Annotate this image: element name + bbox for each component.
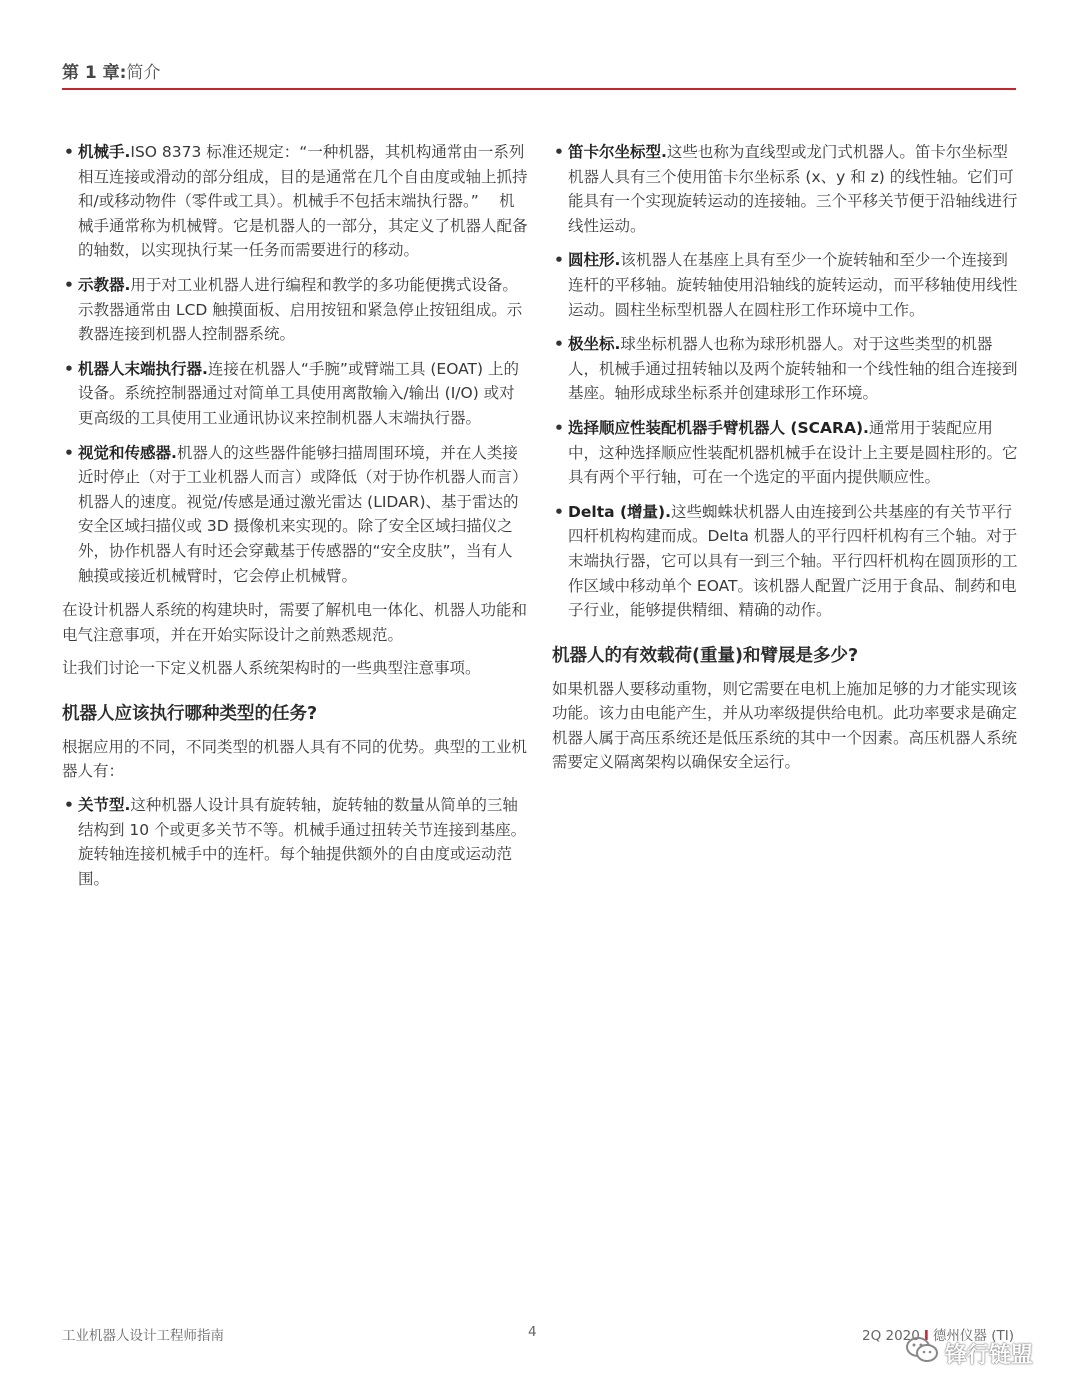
body-paragraph: 如果机器人要移动重物，则它需要在电机上施加足够的力才能实现该功能。该力由电能产生，并从功率级提供给电机。此功率要求是确定机器人属于高压系统还是低压系统的其中一个因素。高压机器人系统需要定义隔离架构以确保安全运行。 [552,679,1018,772]
section-heading: 机器人的有效载荷(重量)和臂展是多少? [552,645,859,666]
watermark [905,1336,1033,1370]
body-paragraph: 在设计机器人系统的构建块时，需要了解机电一体化、机器人功能和电气注意事项，并在开始实际设计之前熟悉规范。 [62,601,528,644]
body-paragraph: 根据应用的不同，不同类型的机器人具有不同的优势。典型的工业机器人有： [62,737,528,781]
footer-date: 2Q 2020 [862,1328,920,1344]
chapter-title: 简介 [126,63,161,83]
section-heading: 机器人应该执行哪种类型的任务? [62,703,318,724]
list-item: • 示教器.用于对工业机器人进行编程和教学的多功能便携式设备。示教器通常由 LCD 触摸面板、启用按钮和紧急停止按钮组成。示教器连接到机器人控制器系统。 [64,275,523,344]
header-divider [62,88,1016,90]
list-item: • 关节型.这种机器人设计具有旋转轴，旋转轴的数量从简单的三轴结构到 10 个或更多关节不等。机械手通过扭转关节连接到基座。旋转轴连接机械手中的连杆。每个轴提供额外的自由度或运动范围。 [64,796,527,888]
list-item: • 圆柱形.该机器人在基座上具有至少一个旋转轴和至少一个连接到连杆的平移轴。旋转轴使用沿轴线的旋转运动，而平移轴使用线性运动。圆柱坐标型机器人在圆柱形工作环境中工作。 [554,251,1018,319]
chapter-number: 第 1 章: [62,63,127,83]
footer-company: 德州仪器 (TI) [932,1328,1014,1344]
footer-doc-title: 工业机器人设计工程师指南 [62,1328,224,1344]
list-item: • 机械手.ISO 8373 标准还规定：“一种机器，其机构通常由一系列相互连接或滑动的部分组成，目的是通常在几个自由度或轴上抓持和/或移动物件（零件或工具）。机械手不包括末端执行器。” 机械手通常称为机械臂。它是机器人的一部分，其定义了机器人配备的轴数，以实现执行某一任务而需要进行的移动。 [64,143,528,260]
list-item: • Delta (增量).这些蜘蛛状机器人由连接到公共基座的有关节平行四杆机构构建而成。Delta 机器人的平行四杆机构有三个轴。对于末端执行器，它可以具有一到三个轴。平行四杆机构在圆顶形的工作区域中移动单个 EOAT。该机器人配置广泛用于食品、制药和电子行业，能够提供精细、精确的动作。 [554,502,1018,620]
list-item: • 视觉和传感器.机器人的这些器件能够扫描周围环境，并在人类接近时停止（对于工业机器人而言）或降低（对于协作机器人而言）机器人的速度。视觉/传感是通过激光雷达 (LIDAR)、基于雷达的安全区域扫描仪或 3D 摄像机来实现的。除了安全区域扫描仪之外，协作机器人有时还会穿戴基于传感器的“安全皮肤”，当有人触摸或接近机械臂时，它会停止机械臂。 [64,443,528,585]
list-item: • 选择顺应性装配机器手臂机器人 (SCARA).通常用于装配应用中，这种选择顺应性装配机器机械手在设计上主要是圆柱形的。它具有两个平行轴，可在一个选定的平面内提供顺应性。 [554,418,1018,487]
footer-separator: I [923,1328,929,1344]
list-item: • 笛卡尔坐标型.这些也称为直线型或龙门式机器人。笛卡尔坐标型机器人具有三个使用笛卡尔坐标系 (x、y 和 z) 的线性轴。它们可能具有一个实现旋转运动的连接轴。三个平移关节便于沿轴线进行线性运动。 [554,143,1018,235]
page-number: 4 [528,1324,537,1340]
left-column [62,140,528,901]
watermark-text: 锋行链盟 [945,1342,1034,1368]
chapter-header [62,58,160,83]
wechat-icon [905,1336,945,1370]
list-item: • 极坐标.球坐标机器人也称为球形机器人。对于这些类型的机器人，机械手通过扭转轴以及两个旋转轴和一个线性轴的组合连接到基座。轴形成球坐标系并创建球形工作环境。 [554,335,1018,403]
body-paragraph: 让我们讨论一下定义机器人系统架构时的一些典型注意事项。 [62,659,481,678]
right-column [552,140,1022,784]
list-item: • 机器人末端执行器.连接在机器人“手腕”或臂端工具 (EOAT) 上的设备。系统控制器通过对简单工具使用离散输入/输出 (I/O) 或对更高级的工具使用工业通讯协议来控制机器人末端执行器。 [64,359,519,427]
